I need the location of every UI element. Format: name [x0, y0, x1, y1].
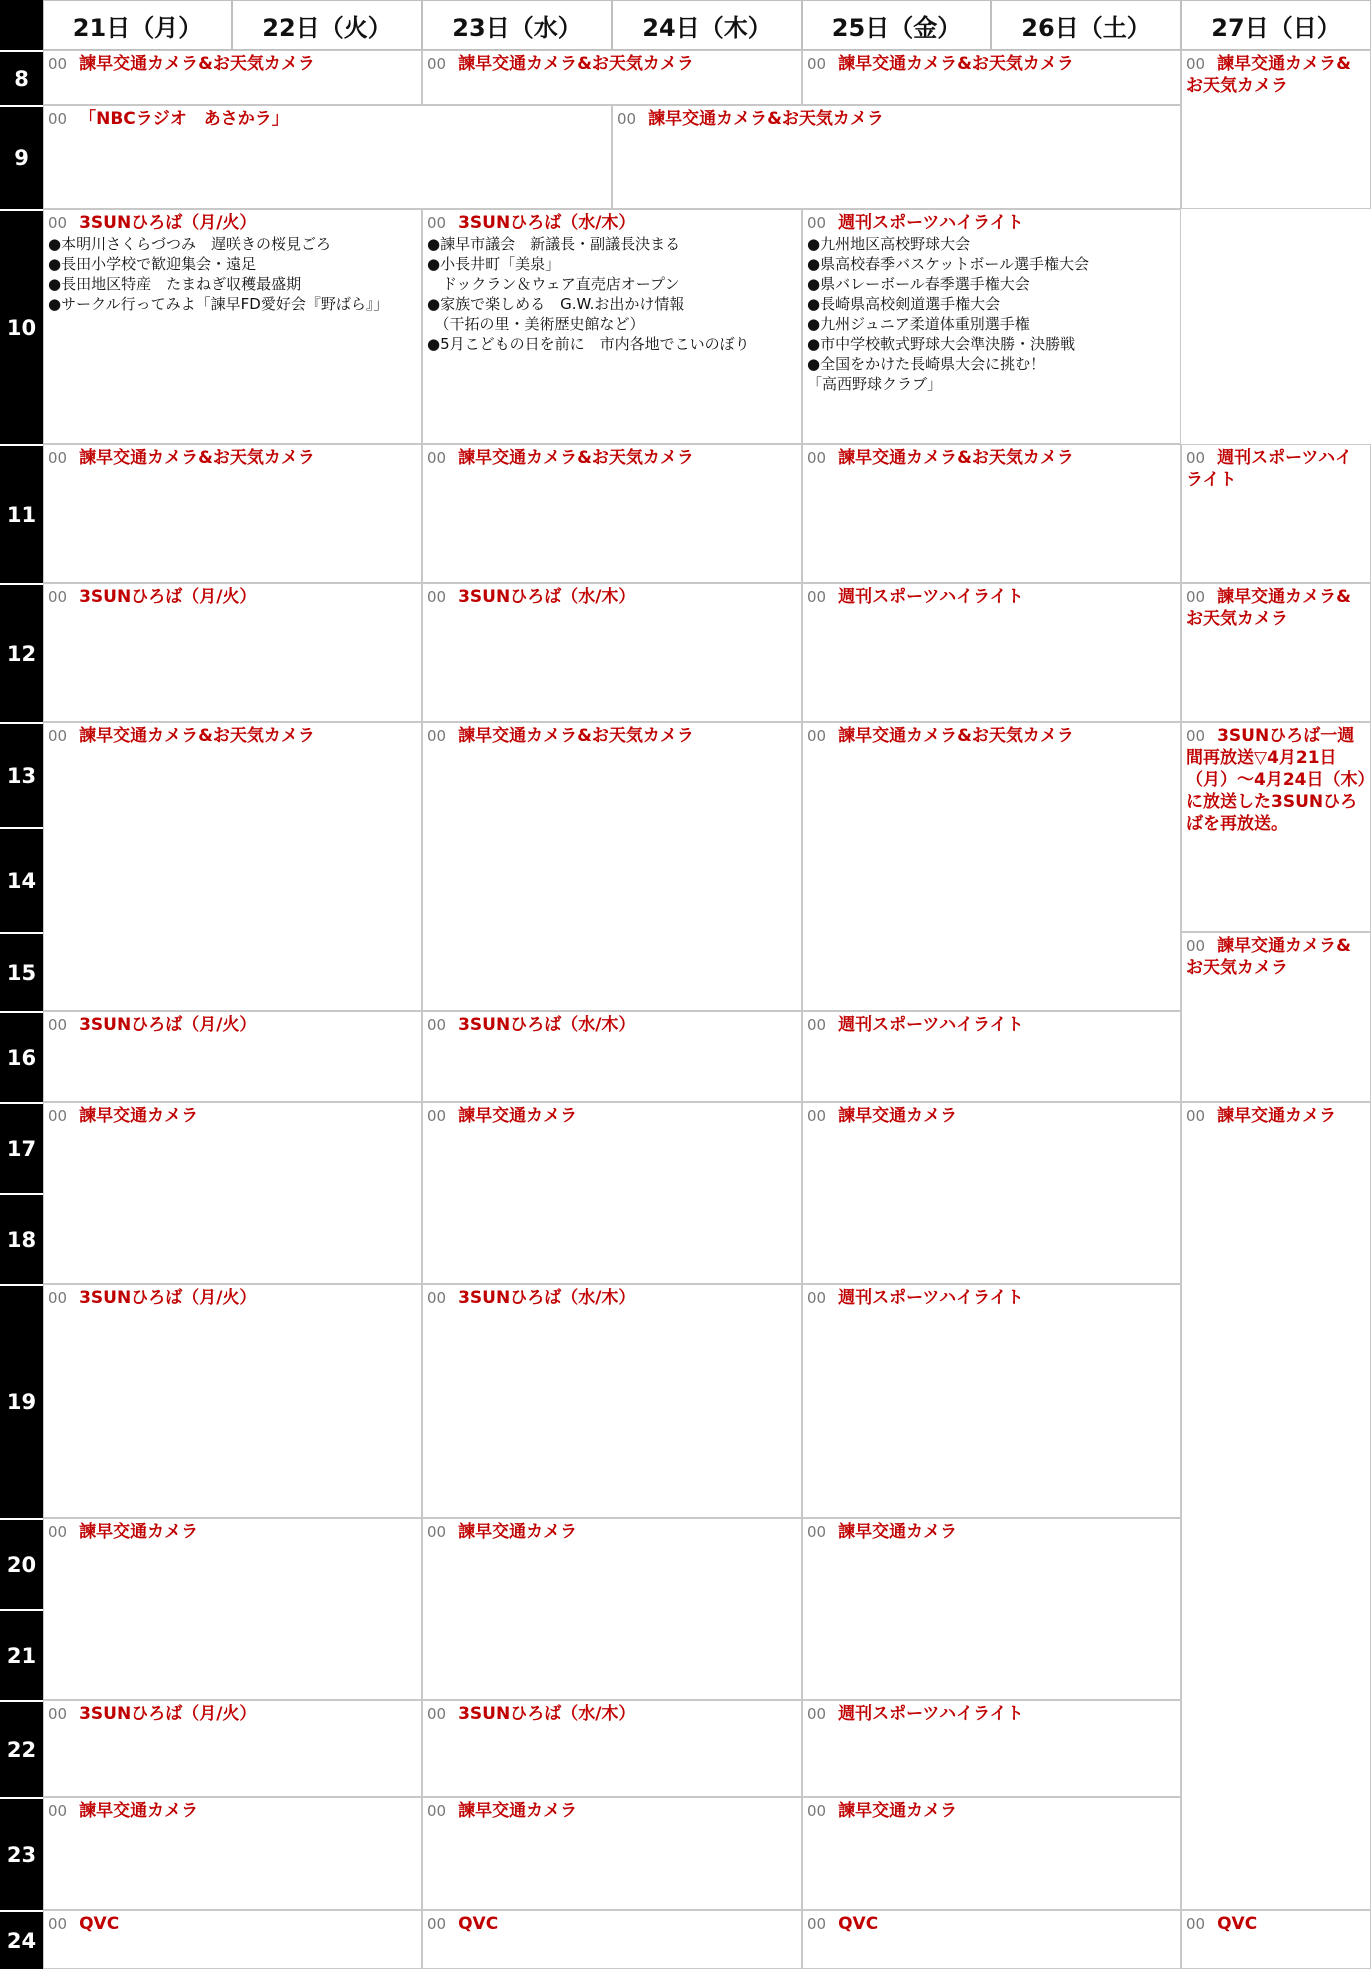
hour-label: 21 — [0, 1609, 43, 1700]
program-title[interactable]: 「NBCラジオ あさかラ」 — [79, 109, 289, 129]
program-title[interactable]: 諫早交通カメラ&お天気カメラ — [838, 54, 1074, 74]
program-cell[interactable] — [43, 1011, 422, 1102]
program-topic: ●小長井町「美泉」 — [427, 255, 561, 273]
hour-label: 9 — [0, 105, 43, 209]
program-title[interactable]: 週刊スポーツハイライト — [838, 1015, 1024, 1035]
program-topic: ●サークル行ってみよ「諫早FD愛好会『野ばら』」 — [48, 295, 389, 313]
program-heading — [48, 108, 607, 130]
program-title[interactable]: 諫早交通カメラ&お天気カメラ — [1186, 587, 1351, 629]
program-cell[interactable] — [43, 722, 422, 1011]
program-heading — [1186, 53, 1366, 97]
start-minute: 00 — [427, 55, 447, 73]
start-minute: 00 — [1186, 55, 1206, 73]
program-cell[interactable] — [43, 1518, 422, 1700]
start-minute: 00 — [807, 1016, 827, 1034]
program-title[interactable]: 3SUNひろば一週間再放送▽4月21日（月）～4月24日（木）に放送した3SUNひろばを再放送。 — [1186, 726, 1366, 834]
program-title[interactable]: 諫早交通カメラ&お天気カメラ — [458, 54, 694, 74]
program-title[interactable]: 週刊スポーツハイライト — [838, 1288, 1024, 1308]
program-cell[interactable] — [43, 1102, 422, 1284]
program-heading — [807, 1014, 1176, 1036]
start-minute: 00 — [427, 1802, 447, 1820]
program-topic: ●県バレーボール春季選手権大会 — [807, 275, 1030, 293]
start-minute: 00 — [48, 1915, 68, 1933]
program-heading — [807, 1521, 1176, 1543]
program-heading — [1186, 586, 1366, 630]
program-topic: ●全国をかけた長崎県大会に挑む！ — [807, 355, 1046, 373]
start-minute: 00 — [807, 449, 827, 467]
start-minute: 00 — [48, 55, 68, 73]
start-minute: 00 — [48, 727, 68, 745]
start-minute: 00 — [807, 727, 827, 745]
start-minute: 00 — [48, 1107, 68, 1125]
program-cell[interactable] — [802, 1910, 1181, 1969]
start-minute: 00 — [807, 588, 827, 606]
program-title[interactable]: 諫早交通カメラ — [79, 1801, 199, 1821]
program-heading — [48, 586, 417, 608]
hour-label: 23 — [0, 1797, 43, 1910]
program-heading — [807, 725, 1176, 747]
start-minute: 00 — [807, 1289, 827, 1307]
start-minute: 00 — [807, 1107, 827, 1125]
program-cell[interactable] — [43, 1700, 422, 1797]
program-title[interactable]: 諫早交通カメラ&お天気カメラ — [79, 54, 315, 74]
start-minute: 00 — [427, 214, 447, 232]
program-title[interactable]: 3SUNひろば（水/木） — [458, 1015, 636, 1035]
day-header: 24日（木） — [612, 0, 802, 50]
program-heading — [427, 1800, 797, 1822]
start-minute: 00 — [48, 1016, 68, 1034]
day-header: 25日（金） — [802, 0, 991, 50]
program-title[interactable]: 週刊スポーツハイライト — [838, 1704, 1024, 1724]
program-title[interactable]: 諫早交通カメラ&お天気カメラ — [458, 448, 694, 468]
program-topic: （干拓の里・美術歴史館など） — [427, 315, 645, 333]
program-topic: ●市中学校軟式野球大会準決勝・決勝戦 — [807, 335, 1076, 353]
program-title[interactable]: QVC — [458, 1914, 499, 1934]
program-title[interactable]: 諫早交通カメラ&お天気カメラ — [648, 109, 884, 129]
program-topic: ●長田小学校で歓迎集会・遠足 — [48, 255, 257, 273]
program-cell[interactable] — [802, 1518, 1181, 1700]
program-topic: ●県高校春季バスケットボール選手権大会 — [807, 255, 1090, 273]
program-title[interactable]: 諫早交通カメラ&お天気カメラ — [838, 726, 1074, 746]
start-minute: 00 — [1186, 937, 1206, 955]
hour-label: 17 — [0, 1102, 43, 1193]
program-cell[interactable] — [43, 1910, 422, 1969]
hour-label: 13 — [0, 722, 43, 827]
hour-label: 8 — [0, 50, 43, 105]
program-heading — [48, 212, 417, 234]
program-cell[interactable] — [1181, 722, 1371, 932]
program-title[interactable]: 3SUNひろば（月/火） — [79, 1015, 257, 1035]
program-title[interactable]: 3SUNひろば（月/火） — [79, 213, 257, 233]
program-heading — [807, 586, 1176, 608]
program-topic: ●九州地区高校野球大会 — [807, 235, 971, 253]
program-cell[interactable] — [1181, 932, 1371, 1102]
program-heading — [1186, 935, 1366, 979]
program-cell[interactable] — [422, 1011, 802, 1102]
program-heading — [807, 212, 1176, 234]
program-cell[interactable] — [422, 444, 802, 583]
program-title[interactable]: 諫早交通カメラ — [79, 1106, 199, 1126]
program-cell[interactable] — [802, 722, 1181, 1011]
program-cell[interactable] — [802, 444, 1181, 583]
program-heading — [1186, 1105, 1366, 1127]
program-cell[interactable] — [422, 209, 802, 444]
start-minute: 00 — [807, 214, 827, 232]
program-heading — [427, 1913, 797, 1935]
hour-label: 18 — [0, 1193, 43, 1284]
start-minute: 00 — [807, 1705, 827, 1723]
program-cell[interactable] — [802, 209, 1181, 444]
start-minute: 00 — [427, 1915, 447, 1933]
program-title[interactable]: 3SUNひろば（水/木） — [458, 587, 636, 607]
program-title[interactable]: 諫早交通カメラ — [838, 1801, 958, 1821]
program-heading — [48, 1014, 417, 1036]
program-cell[interactable] — [422, 1102, 802, 1284]
start-minute: 00 — [1186, 1915, 1206, 1933]
program-title[interactable]: 3SUNひろば（月/火） — [79, 587, 257, 607]
program-heading — [807, 1703, 1176, 1725]
start-minute: 00 — [48, 1802, 68, 1820]
hour-label: 20 — [0, 1518, 43, 1609]
program-heading — [48, 1703, 417, 1725]
program-heading — [427, 725, 797, 747]
program-heading — [617, 108, 1176, 130]
program-cell[interactable] — [1181, 444, 1371, 583]
program-cell[interactable] — [43, 583, 422, 722]
program-cell[interactable] — [43, 1284, 422, 1518]
program-heading — [427, 53, 797, 75]
program-title[interactable]: 諫早交通カメラ — [79, 1522, 199, 1542]
program-title[interactable]: 諫早交通カメラ — [838, 1106, 958, 1126]
program-heading — [48, 1800, 417, 1822]
start-minute: 00 — [48, 110, 68, 128]
program-title[interactable]: 諫早交通カメラ&お天気カメラ — [458, 726, 694, 746]
start-minute: 00 — [1186, 1107, 1206, 1125]
start-minute: 00 — [48, 588, 68, 606]
program-title[interactable]: 諫早交通カメラ — [458, 1522, 578, 1542]
program-title[interactable]: 諫早交通カメラ — [458, 1106, 578, 1126]
program-cell[interactable] — [422, 1284, 802, 1518]
program-heading — [48, 1521, 417, 1543]
day-header: 27日（日） — [1181, 0, 1371, 50]
program-topic: ●長崎県高校剣道選手権大会 — [807, 295, 1001, 313]
corner-cell — [0, 0, 43, 50]
program-topic: ●家族で楽しめる G.W.お出かけ情報 — [427, 295, 685, 313]
program-topic: ●九州ジュニア柔道体重別選手権 — [807, 315, 1030, 333]
program-cell[interactable] — [612, 105, 1181, 209]
start-minute: 00 — [427, 1705, 447, 1723]
program-title[interactable]: 3SUNひろば（水/木） — [458, 1704, 636, 1724]
program-cell[interactable] — [1181, 583, 1371, 722]
day-header: 21日（月） — [43, 0, 232, 50]
program-title[interactable]: 週刊スポーツハイライト — [1186, 448, 1353, 490]
program-heading — [807, 1105, 1176, 1127]
hour-label: 14 — [0, 827, 43, 932]
program-cell[interactable] — [1181, 1102, 1371, 1910]
program-cell[interactable] — [422, 1518, 802, 1700]
program-cell[interactable] — [422, 1700, 802, 1797]
program-heading — [1186, 447, 1366, 491]
start-minute: 00 — [1186, 588, 1206, 606]
program-cell[interactable] — [43, 105, 612, 209]
start-minute: 00 — [1186, 727, 1206, 745]
program-title[interactable]: 諫早交通カメラ&お天気カメラ — [79, 726, 315, 746]
program-title[interactable]: 諫早交通カメラ — [838, 1522, 958, 1542]
program-heading — [48, 447, 417, 469]
start-minute: 00 — [48, 1523, 68, 1541]
program-heading — [427, 1287, 797, 1309]
program-cell[interactable] — [1181, 1910, 1371, 1969]
start-minute: 00 — [427, 1016, 447, 1034]
program-cell[interactable] — [422, 722, 802, 1011]
program-heading — [427, 586, 797, 608]
start-minute: 00 — [1186, 449, 1206, 467]
program-title[interactable]: 諫早交通カメラ&お天気カメラ — [1186, 936, 1351, 978]
program-heading — [427, 1014, 797, 1036]
program-title[interactable]: QVC — [1217, 1914, 1258, 1934]
program-heading — [48, 1287, 417, 1309]
program-cell[interactable] — [802, 1102, 1181, 1284]
program-cell[interactable] — [802, 1797, 1181, 1910]
start-minute: 00 — [48, 214, 68, 232]
program-cell[interactable] — [422, 583, 802, 722]
program-cell[interactable] — [802, 1284, 1181, 1518]
hour-label: 22 — [0, 1700, 43, 1797]
program-title[interactable]: 週刊スポーツハイライト — [838, 213, 1024, 233]
hour-label: 11 — [0, 444, 43, 583]
day-header: 23日（水） — [422, 0, 612, 50]
program-title[interactable]: 3SUNひろば（水/木） — [458, 1288, 636, 1308]
program-cell[interactable] — [1181, 50, 1371, 209]
program-title[interactable]: 諫早交通カメラ&お天気カメラ — [838, 448, 1074, 468]
program-cell[interactable] — [802, 50, 1181, 105]
program-cell[interactable] — [802, 583, 1181, 722]
start-minute: 00 — [427, 1289, 447, 1307]
program-heading — [427, 1703, 797, 1725]
program-topic: ●諫早市議会 新議長・副議長決まる — [427, 235, 681, 253]
program-cell[interactable] — [43, 444, 422, 583]
start-minute: 00 — [48, 1289, 68, 1307]
program-heading — [427, 447, 797, 469]
program-topic: 「高西野球クラブ」 — [807, 375, 943, 393]
day-header: 26日（土） — [991, 0, 1181, 50]
program-cell[interactable] — [422, 50, 802, 105]
start-minute: 00 — [427, 727, 447, 745]
hour-label: 19 — [0, 1284, 43, 1518]
program-cell[interactable] — [43, 50, 422, 105]
program-cell[interactable] — [422, 1910, 802, 1969]
start-minute: 00 — [427, 588, 447, 606]
program-heading — [807, 1913, 1176, 1935]
start-minute: 00 — [427, 1107, 447, 1125]
program-title[interactable]: 諫早交通カメラ&お天気カメラ — [79, 448, 315, 468]
program-heading — [427, 212, 797, 234]
program-title[interactable]: 3SUNひろば（水/木） — [458, 213, 636, 233]
start-minute: 00 — [807, 55, 827, 73]
start-minute: 00 — [427, 1523, 447, 1541]
program-title[interactable]: 週刊スポーツハイライト — [838, 587, 1024, 607]
program-heading — [807, 447, 1176, 469]
day-header: 22日（火） — [232, 0, 422, 50]
program-title[interactable]: 3SUNひろば（月/火） — [79, 1704, 257, 1724]
start-minute: 00 — [807, 1915, 827, 1933]
hour-label: 12 — [0, 583, 43, 722]
program-cell[interactable] — [43, 209, 422, 444]
hour-label: 15 — [0, 932, 43, 1011]
program-cell[interactable] — [422, 1797, 802, 1910]
start-minute: 00 — [48, 449, 68, 467]
hour-label: 10 — [0, 209, 43, 444]
program-cell[interactable] — [802, 1011, 1181, 1102]
program-title[interactable]: 諫早交通カメラ — [458, 1801, 578, 1821]
program-heading — [427, 1521, 797, 1543]
start-minute: 00 — [807, 1802, 827, 1820]
program-title[interactable]: QVC — [79, 1914, 120, 1934]
program-heading — [48, 725, 417, 747]
program-heading — [48, 1105, 417, 1127]
program-heading — [807, 1800, 1176, 1822]
program-heading — [807, 1287, 1176, 1309]
start-minute: 00 — [617, 110, 637, 128]
program-cell[interactable] — [802, 1700, 1181, 1797]
start-minute: 00 — [427, 449, 447, 467]
program-topic: ドックラン＆ウェア直売店オープン — [427, 275, 680, 293]
program-topic: ●本明川さくらづつみ 遅咲きの桜見ごろ — [48, 235, 331, 253]
program-title[interactable]: 諫早交通カメラ — [1217, 1106, 1337, 1126]
program-heading — [427, 1105, 797, 1127]
program-heading — [1186, 1913, 1366, 1935]
start-minute: 00 — [807, 1523, 827, 1541]
program-heading — [48, 1913, 417, 1935]
program-heading — [807, 53, 1176, 75]
program-title[interactable]: QVC — [838, 1914, 879, 1934]
program-cell[interactable] — [43, 1797, 422, 1910]
program-topic: ●長田地区特産 たまねぎ収穫最盛期 — [48, 275, 302, 293]
program-topic: ●5月こどもの日を前に 市内各地でこいのぼり — [427, 335, 750, 353]
program-title[interactable]: 諫早交通カメラ&お天気カメラ — [1186, 54, 1351, 96]
program-title[interactable]: 3SUNひろば（月/火） — [79, 1288, 257, 1308]
program-heading — [48, 53, 417, 75]
program-heading — [1186, 725, 1366, 835]
hour-label: 24 — [0, 1910, 43, 1969]
start-minute: 00 — [48, 1705, 68, 1723]
hour-label: 16 — [0, 1011, 43, 1102]
